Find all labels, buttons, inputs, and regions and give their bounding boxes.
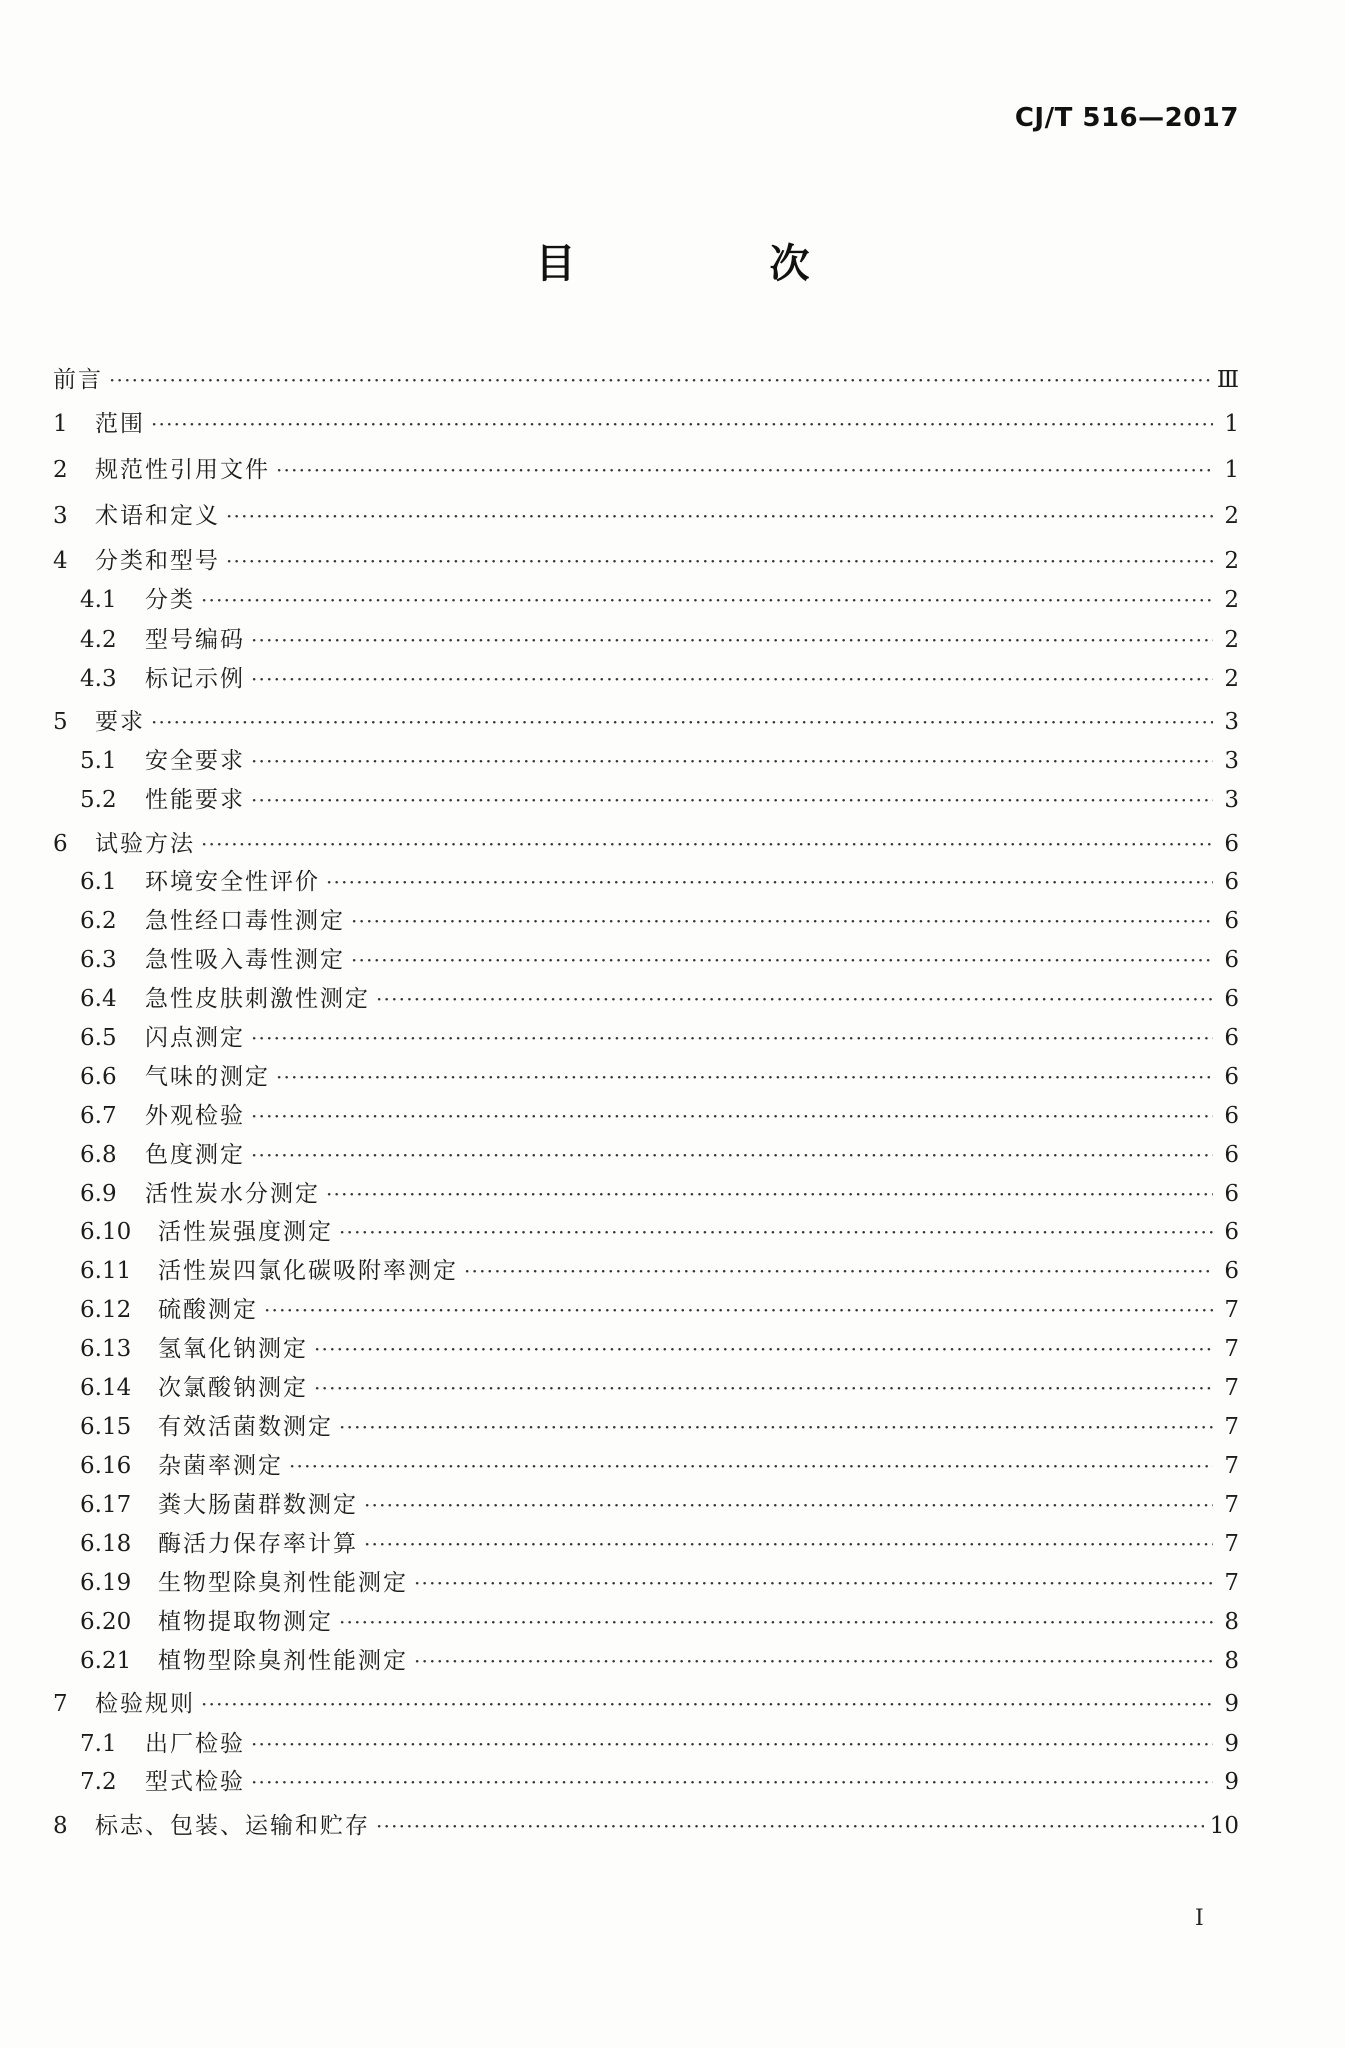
toc-entry-number: 2 [53,457,68,483]
toc-entry-title: 出厂检验 [145,1731,245,1757]
toc-leader-dots [251,1764,1213,1800]
toc-entry-number: 6.2 [80,908,117,934]
toc-entry[interactable] [80,1487,1239,1523]
toc-entry[interactable] [80,622,1239,658]
toc-entry-title: 酶活力保存率计算 [158,1531,358,1557]
toc-entry-number: 6.5 [80,1025,117,1051]
toc-entry[interactable] [53,406,1239,442]
toc-entry-page: 6 [1224,986,1239,1012]
toc-entry-page: 6 [1224,947,1239,973]
toc-entry-title: 安全要求 [145,748,245,774]
toc-entry[interactable] [80,1020,1239,1056]
toc-entry-title: 环境安全性评价 [145,869,320,895]
toc-entry-page: 7 [1224,1414,1239,1440]
toc-entry-number: 6.15 [80,1414,132,1440]
toc-entry[interactable] [80,1526,1239,1562]
toc-entry[interactable] [53,1686,1239,1722]
toc-leader-dots [226,498,1213,534]
toc-entry[interactable] [53,362,1239,398]
toc-entry-page: 8 [1224,1609,1239,1635]
toc-leader-dots [251,1726,1213,1762]
toc-entry-title: 分类和型号 [95,548,220,574]
toc-leader-dots [289,1448,1213,1484]
toc-entry[interactable] [80,582,1239,618]
toc-leader-dots [326,1176,1213,1212]
toc-entry-page: 6 [1224,908,1239,934]
toc-entry[interactable] [80,1643,1239,1679]
toc-entry-title: 术语和定义 [95,503,220,529]
toc-leader-dots [251,782,1213,818]
toc-entry-number: 5.2 [80,787,117,813]
toc-leader-dots [264,1292,1213,1328]
toc-entry-page: 10 [1209,1813,1239,1839]
toc-entry-number: 7.1 [80,1731,117,1757]
toc-entry-title: 外观检验 [145,1103,245,1129]
toc-entry[interactable] [53,826,1239,862]
toc-entry[interactable] [80,1565,1239,1601]
toc-entry[interactable] [80,1409,1239,1445]
toc-entry[interactable] [80,1176,1239,1212]
toc-entry-page: 6 [1224,1025,1239,1051]
toc-entry-page: 2 [1224,587,1239,613]
toc-entry[interactable] [80,743,1239,779]
toc-entry[interactable] [80,661,1239,697]
toc-entry-title: 试验方法 [95,831,195,857]
toc-leader-dots [364,1487,1213,1523]
toc-entry-page: 7 [1224,1531,1239,1557]
toc-entry-number: 6.12 [80,1297,132,1323]
toc-entry-title: 粪大肠菌群数测定 [158,1492,358,1518]
toc-entry[interactable] [80,1764,1239,1800]
toc-entry[interactable] [80,1214,1239,1250]
toc-entry-number: 6.8 [80,1142,117,1168]
toc-leader-dots [151,704,1213,740]
toc-entry[interactable] [53,1808,1239,1844]
toc-entry-title: 生物型除臭剂性能测定 [158,1570,408,1596]
toc-entry-number: 7.2 [80,1769,117,1795]
toc-leader-dots [276,452,1213,488]
toc-leader-dots [109,362,1211,398]
toc-entry-page: 6 [1224,831,1239,857]
toc-entry[interactable] [53,704,1239,740]
toc-entry[interactable] [80,1059,1239,1095]
toc-entry-number: 6.10 [80,1219,132,1245]
toc-leader-dots [201,582,1213,618]
toc-entry-title: 分类 [145,587,195,613]
toc-entry-title: 型式检验 [145,1769,245,1795]
toc-entry-title: 前言 [53,367,103,393]
toc-entry-number: 6.9 [80,1181,117,1207]
toc-leader-dots [314,1331,1213,1367]
toc-entry-number: 6.11 [80,1258,132,1284]
toc-entry-title: 活性炭水分测定 [145,1181,320,1207]
toc-entry-title: 标记示例 [145,666,245,692]
toc-entry[interactable] [80,864,1239,900]
toc-entry-title: 有效活菌数测定 [158,1414,333,1440]
toc-entry-page: 9 [1224,1691,1239,1717]
toc-entry[interactable] [80,1726,1239,1762]
toc-entry[interactable] [53,498,1239,534]
toc-entry-page: 7 [1224,1570,1239,1596]
toc-entry-page: 2 [1224,503,1239,529]
toc-leader-dots [314,1370,1213,1406]
toc-entry-page: 6 [1224,1064,1239,1090]
toc-entry-title: 急性经口毒性测定 [145,908,345,934]
toc-entry-title: 次氯酸钠测定 [158,1375,308,1401]
toc-entry-page: 1 [1224,457,1239,483]
toc-leader-dots [201,1686,1213,1722]
toc-entry-number: 5.1 [80,748,117,774]
toc-leader-dots [276,1059,1213,1095]
toc-entry[interactable] [80,981,1239,1017]
toc-entry-title: 活性炭强度测定 [158,1219,333,1245]
toc-entry-number: 4.3 [80,666,117,692]
toc-entry-number: 4.1 [80,587,117,613]
toc-entry-number: 6.7 [80,1103,117,1129]
toc-entry-page: 6 [1224,1219,1239,1245]
toc-leader-dots [339,1214,1213,1250]
toc-entry[interactable] [80,782,1239,818]
toc-entry-number: 6.14 [80,1375,132,1401]
toc-entry[interactable] [80,1292,1239,1328]
toc-entry-title: 活性炭四氯化碳吸附率测定 [158,1258,458,1284]
toc-leader-dots [251,1137,1213,1173]
toc-leader-dots [251,743,1213,779]
toc-entry-number: 6.21 [80,1648,132,1674]
toc-entry-number: 6.20 [80,1609,132,1635]
toc-entry-title: 标志、包装、运输和贮存 [95,1813,370,1839]
toc-entry-page: 7 [1224,1375,1239,1401]
toc-entry-title: 硫酸测定 [158,1297,258,1323]
toc-entry-number: 4.2 [80,627,117,653]
toc-entry-title: 检验规则 [95,1691,195,1717]
toc-entry-number: 4 [53,548,68,574]
footer-page-number: I [1195,1906,1204,1931]
toc-entry-number: 6.17 [80,1492,132,1518]
toc-entry-number: 6.3 [80,947,117,973]
toc-entry-page: 6 [1224,1103,1239,1129]
toc-entry-title: 气味的测定 [145,1064,270,1090]
toc-entry-page: 2 [1224,627,1239,653]
toc-entry-title: 急性吸入毒性测定 [145,947,345,973]
toc-entry-number: 6 [53,831,68,857]
toc-entry-page: 7 [1224,1453,1239,1479]
toc-leader-dots [151,406,1213,442]
toc-entry-number: 6.16 [80,1453,132,1479]
toc-entry-page: 6 [1224,1258,1239,1284]
toc-entry[interactable] [80,1137,1239,1173]
toc-entry-title: 植物提取物测定 [158,1609,333,1635]
toc-entry-page: 9 [1224,1769,1239,1795]
toc-entry-number: 1 [53,411,68,437]
toc-entry[interactable] [80,942,1239,978]
toc-entry-number: 8 [53,1813,68,1839]
toc-entry-page: 2 [1224,548,1239,574]
toc-leader-dots [226,543,1213,579]
toc-leader-dots [339,1604,1213,1640]
toc-leader-dots [376,1808,1204,1844]
toc-entry-title: 植物型除臭剂性能测定 [158,1648,408,1674]
toc-entry-number: 3 [53,503,68,529]
toc-entry-page: Ⅲ [1216,367,1239,393]
toc-entry-title: 氢氧化钠测定 [158,1336,308,1362]
toc-leader-dots [251,622,1213,658]
toc-entry-title: 范围 [95,411,145,437]
toc-entry[interactable] [53,452,1239,488]
toc-entry-page: 3 [1224,748,1239,774]
toc-entry-page: 3 [1224,787,1239,813]
toc-entry-page: 6 [1224,1181,1239,1207]
toc-entry-title: 型号编码 [145,627,245,653]
standard-code: CJ/T 516—2017 [1014,103,1239,133]
toc-entry-number: 6.6 [80,1064,117,1090]
toc-entry-page: 9 [1224,1731,1239,1757]
toc-entry-page: 6 [1224,869,1239,895]
toc-entry[interactable] [80,1604,1239,1640]
toc-leader-dots [364,1526,1213,1562]
toc-entry[interactable] [80,1098,1239,1134]
toc-title: 目 次 [535,241,900,287]
toc-entry-page: 8 [1224,1648,1239,1674]
toc-leader-dots [464,1253,1213,1289]
toc-leader-dots [201,826,1213,862]
toc-entry[interactable] [80,903,1239,939]
toc-entry-number: 6.1 [80,869,117,895]
toc-leader-dots [326,864,1213,900]
toc-entry-title: 要求 [95,709,145,735]
toc-leader-dots [251,1098,1213,1134]
toc-entry-number: 6.18 [80,1531,132,1557]
toc-leader-dots [414,1565,1213,1601]
toc-entry-title: 急性皮肤刺激性测定 [145,986,370,1012]
toc-entry-page: 3 [1224,709,1239,735]
toc-leader-dots [251,661,1213,697]
toc-entry-title: 闪点测定 [145,1025,245,1051]
toc-entry-page: 7 [1224,1492,1239,1518]
toc-entry[interactable] [80,1253,1239,1289]
toc-entry[interactable] [80,1331,1239,1367]
toc-entry[interactable] [80,1448,1239,1484]
toc-leader-dots [339,1409,1213,1445]
toc-leader-dots [351,903,1213,939]
toc-leader-dots [414,1643,1213,1679]
toc-entry-title: 色度测定 [145,1142,245,1168]
toc-entry-title: 规范性引用文件 [95,457,270,483]
toc-entry-page: 6 [1224,1142,1239,1168]
toc-entry-title: 性能要求 [145,787,245,813]
toc-entry-title: 杂菌率测定 [158,1453,283,1479]
toc-entry-number: 6.19 [80,1570,132,1596]
toc-leader-dots [351,942,1213,978]
toc-leader-dots [376,981,1213,1017]
toc-leader-dots [251,1020,1213,1056]
toc-entry-page: 2 [1224,666,1239,692]
toc-entry-page: 1 [1224,411,1239,437]
toc-entry-number: 5 [53,709,68,735]
toc-entry-number: 6.4 [80,986,117,1012]
toc-entry[interactable] [53,543,1239,579]
toc-entry-page: 7 [1224,1297,1239,1323]
toc-entry-page: 7 [1224,1336,1239,1362]
toc-entry-number: 6.13 [80,1336,132,1362]
toc-entry-number: 7 [53,1691,68,1717]
toc-entry[interactable] [80,1370,1239,1406]
